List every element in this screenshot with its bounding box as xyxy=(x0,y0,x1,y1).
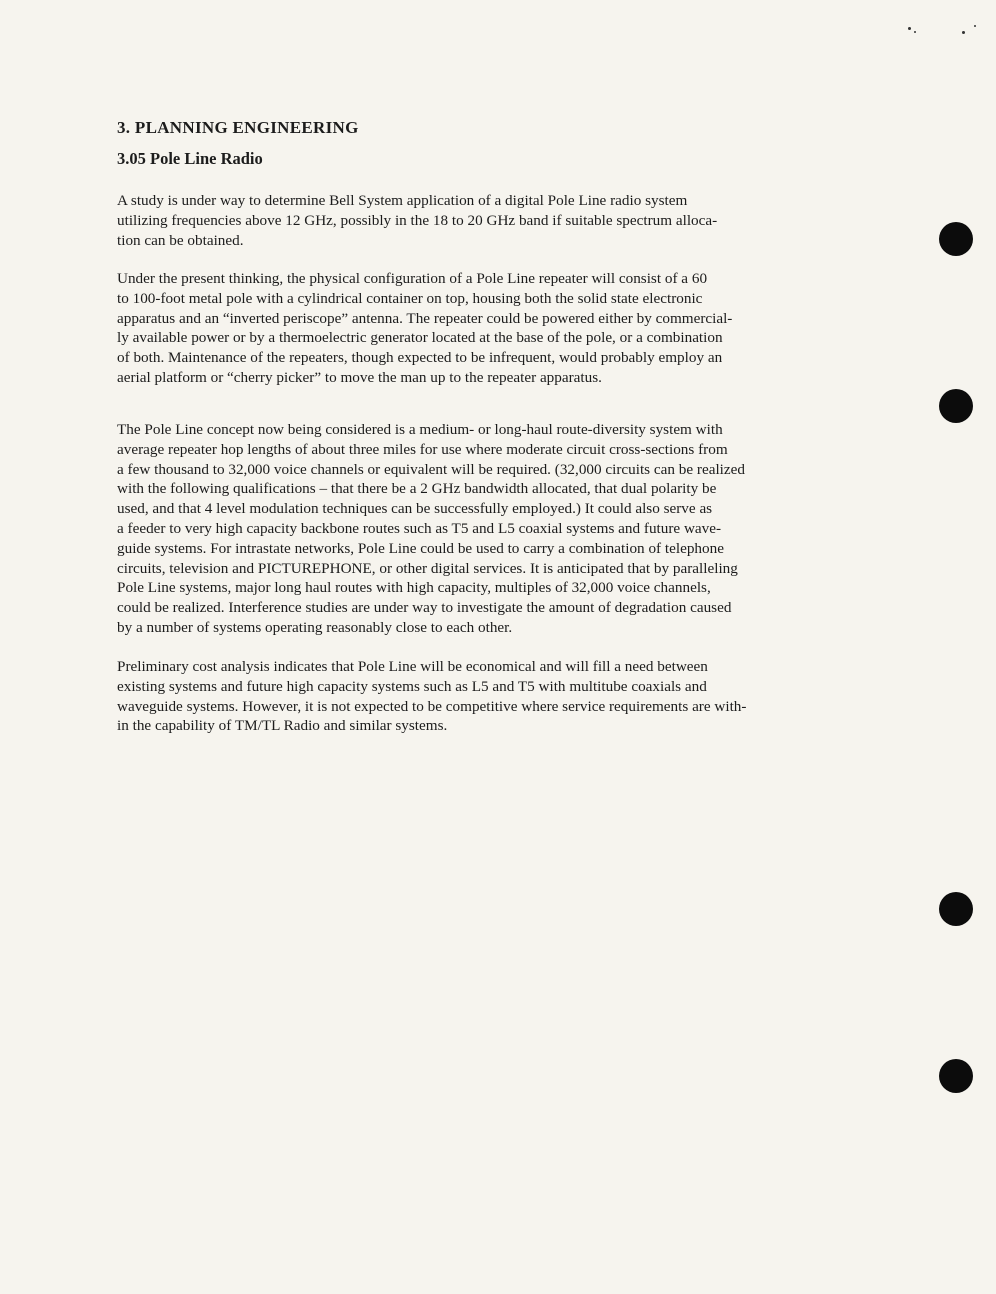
punch-hole xyxy=(939,389,973,423)
text-line: used, and that 4 level modulation techniques can be successfully employed.) It could also serve as xyxy=(117,500,713,518)
text-line: average repeater hop lengths of about three miles for use where moderate circuit cross-sections from xyxy=(117,440,728,458)
text-line: a few thousand to 32,000 voice channels or equivalent will be required. (32,000 circuits can be realized xyxy=(117,460,745,478)
text-line: Preliminary cost analysis indicates that Pole Line will be economical and will fill a need between xyxy=(117,658,708,675)
paragraph-concept xyxy=(117,420,877,638)
text-line: ly available power or by a thermoelectric generator located at the base of the pole, or a combination xyxy=(117,329,723,347)
text-line: to 100-foot metal pole with a cylindrical container on top, housing both the solid state electronic xyxy=(117,289,703,307)
scan-speck xyxy=(974,25,976,27)
text-line: guide systems. For intrastate networks, Pole Line could be used to carry a combination of telephone xyxy=(117,539,724,557)
text-line: Pole Line systems, major long haul routes with high capacity, multiples of 32,000 voice channels, xyxy=(117,579,711,597)
text-line: a feeder to very high capacity backbone routes such as T5 and L5 coaxial systems and future wave- xyxy=(117,519,722,537)
punch-hole xyxy=(939,222,973,256)
text-line: tion can be obtained. xyxy=(117,231,244,249)
text-line: aerial platform or “cherry picker” to move the man up to the repeater apparatus. xyxy=(117,368,602,386)
paragraph-configuration xyxy=(117,269,877,388)
paragraph-study xyxy=(117,191,877,250)
scan-speck xyxy=(914,31,916,33)
text-line: A study is under way to determine Bell System application of a digital Pole Line radio system xyxy=(117,192,688,209)
text-line: utilizing frequencies above 12 GHz, possibly in the 18 to 20 GHz band if suitable spectrum alloca- xyxy=(117,211,718,229)
text-line: by a number of systems operating reasonably close to each other. xyxy=(117,618,513,636)
text-line: in the capability of TM/TL Radio and similar systems. xyxy=(117,717,448,735)
punch-hole xyxy=(939,1059,973,1093)
section-heading: 3. PLANNING ENGINEERING xyxy=(117,118,359,137)
text-line: waveguide systems. However, it is not expected to be competitive where service requirements are with- xyxy=(117,697,747,715)
scan-speck xyxy=(962,31,965,34)
text-line: of both. Maintenance of the repeaters, though expected to be infrequent, would probably employ an xyxy=(117,349,723,367)
punch-hole xyxy=(939,892,973,926)
scan-speck xyxy=(908,27,911,30)
paragraph-cost-analysis xyxy=(117,657,877,736)
text-line: Under the present thinking, the physical configuration of a Pole Line repeater will consist of a 60 xyxy=(117,270,708,287)
text-line: The Pole Line concept now being considered is a medium- or long-haul route-diversity system with xyxy=(117,421,723,438)
text-line: circuits, television and PICTUREPHONE, or other digital services. It is anticipated that by paralleling xyxy=(117,559,738,577)
subsection-heading: 3.05 Pole Line Radio xyxy=(117,149,263,168)
text-line: apparatus and an “inverted periscope” antenna. The repeater could be powered either by commercial- xyxy=(117,309,733,327)
text-line: existing systems and future high capacity systems such as L5 and T5 with multitube coaxials and xyxy=(117,677,707,695)
text-line: with the following qualifications – that there be a 2 GHz bandwidth allocated, that dual polarity be xyxy=(117,480,717,498)
text-line: could be realized. Interference studies are under way to investigate the amount of degradation caused xyxy=(117,599,732,617)
